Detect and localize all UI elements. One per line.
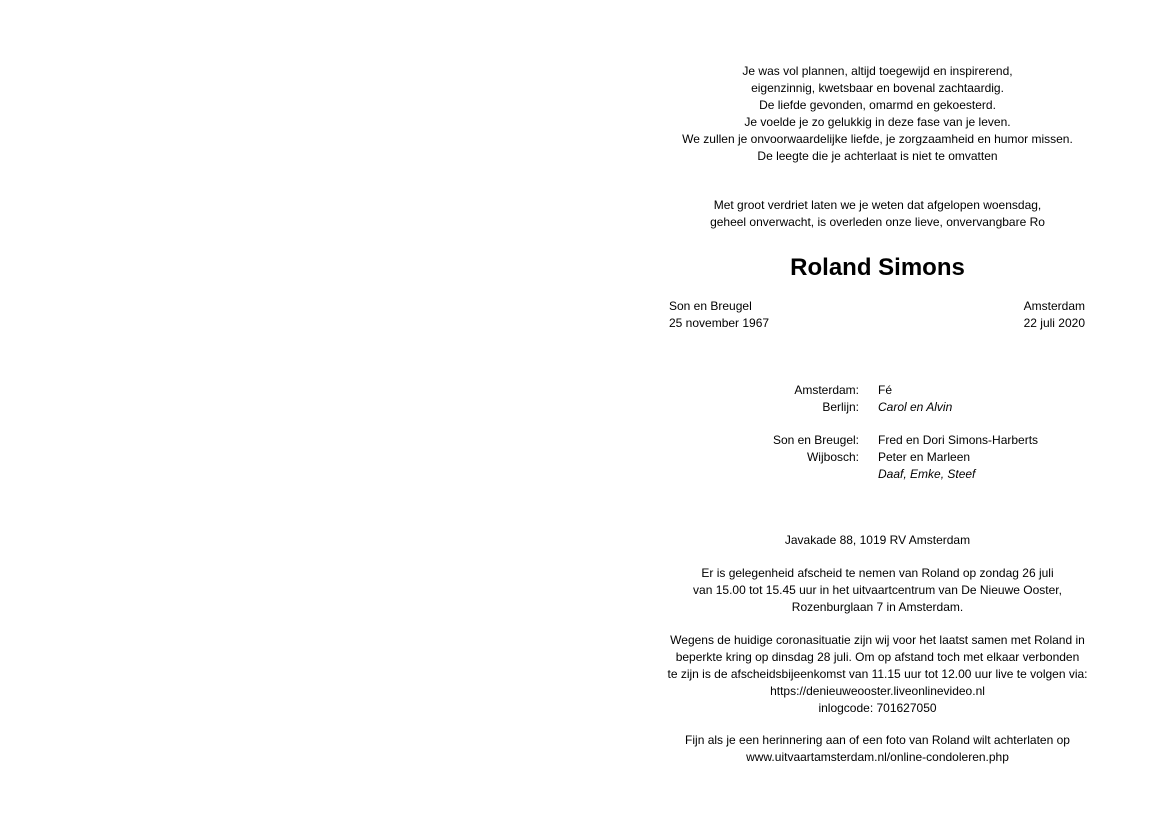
family-list [650,382,1105,483]
farewell-line: van 15.00 tot 15.45 uur in het uitvaartcentrum van De Nieuwe Ooster, [693,583,1062,597]
poem-line: eigenzinnig, kwetsbaar en bovenal zachtaardig. [751,81,1004,95]
death-place: Amsterdam [1023,299,1085,313]
family-names: Carol en Alvin [878,400,953,414]
livestream-line: te zijn is de afscheidsbijeenkomst van 11.15 uur tot 12.00 uur live te volgen via: [667,667,1088,681]
deceased-name: Roland Simons [790,254,965,281]
poem-line: De liefde gevonden, omarmd en gekoesterd. [759,98,996,112]
announcement-line: Met groot verdriet laten we je weten dat afgelopen woensdag, [713,198,1042,212]
family-row [650,449,1105,466]
family-names: Fred en Dori Simons-Harberts [878,433,1039,447]
family-place: Son en Breugel: [772,433,859,447]
condolence-line: Fijn als je een herinnering aan of een foto van Roland wilt achterlaten op [685,733,1070,747]
condolence-info [650,732,1105,766]
farewell-info [650,565,1105,616]
livestream-line: Wegens de huidige coronasituatie zijn wij voor het laatst samen met Roland in [670,633,1085,647]
poem-line: We zullen je onvoorwaardelijke liefde, je zorgzaamheid en humor missen. [682,132,1073,146]
family-names: Fé [878,383,893,397]
announcement [650,197,1105,231]
obituary-card [650,0,1105,827]
birth-info [669,298,769,332]
farewell-line: Er is gelegenheid afscheid te nemen van Roland op zondag 26 juli [701,566,1054,580]
family-row [650,432,1105,449]
livestream-url[interactable]: https://denieuweooster.liveonlinevideo.nl [770,684,985,698]
family-names: Peter en Marleen [878,450,971,464]
birth-place: Son en Breugel [669,299,752,313]
family-place: Amsterdam: [794,383,859,397]
family-row [650,399,1105,416]
death-date: 22 juli 2020 [1023,316,1085,330]
poem-line: Je was vol plannen, altijd toegewijd en inspirerend, [742,64,1013,78]
death-info [1024,298,1085,332]
login-code: inlogcode: 701627050 [818,701,937,715]
family-row [650,382,1105,399]
family-names: Daaf, Emke, Steef [878,467,976,481]
home-address: Javakade 88, 1019 RV Amsterdam [784,533,971,547]
poem-line: De leegte die je achterlaat is niet te omvatten [757,149,998,163]
family-place: Wijbosch: [806,450,859,464]
announcement-line: geheel onverwacht, is overleden onze lieve, onvervangbare Ro [710,215,1045,229]
livestream-line: beperkte kring op dinsdag 28 juli. Om op afstand toch met elkaar verbonden [675,650,1080,664]
family-place: Berlijn: [822,400,859,414]
birth-date: 25 november 1967 [669,316,770,330]
condolence-url[interactable]: www.uitvaartamsterdam.nl/online-condoleren.php [746,750,1009,764]
farewell-line: Rozenburglaan 7 in Amsterdam. [791,600,964,614]
livestream-info [650,632,1105,717]
poem-line: Je voelde je zo gelukkig in deze fase van je leven. [744,115,1011,129]
family-row [650,466,1105,483]
poem [650,63,1105,165]
